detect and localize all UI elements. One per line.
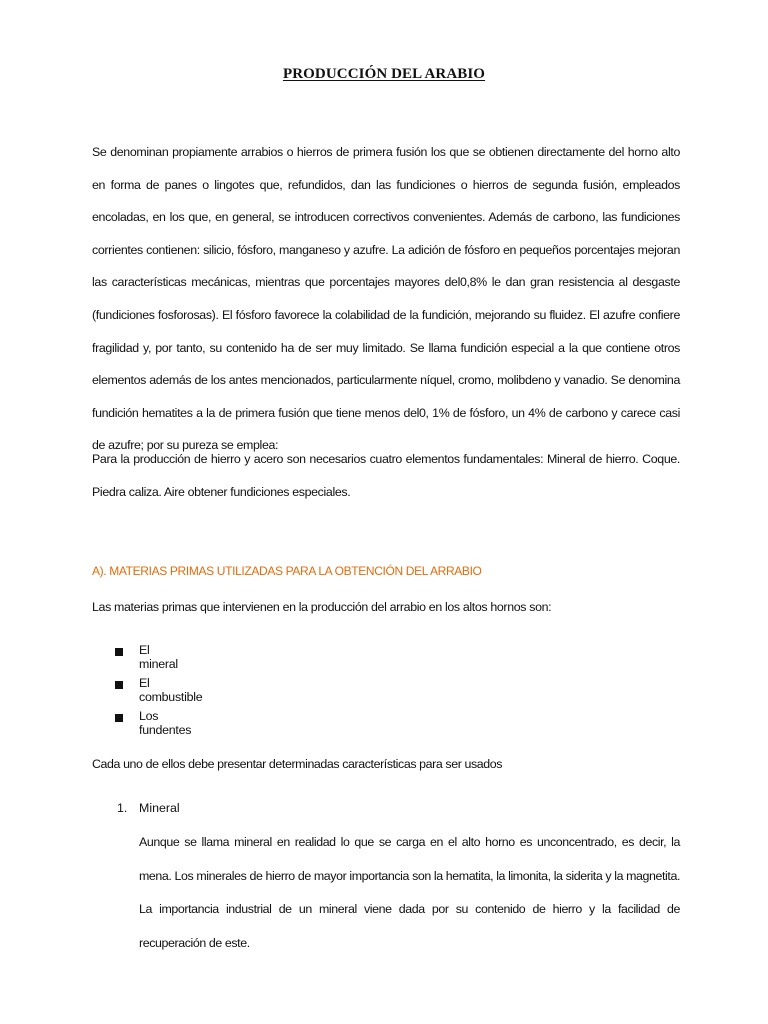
square-bullet-icon bbox=[115, 648, 123, 656]
list-item-label: El combustible bbox=[139, 676, 203, 704]
square-bullet-icon bbox=[115, 681, 123, 689]
mineral-paragraph: Aunque se llama mineral en realidad lo que se carga en el alto horno es unconcentrado, es decir, la mena. Los minerales de hierro de mayor importancia son la hematita, la limonita, la siderita y la magnetita. La importancia industrial de un mineral viene dada por su contenido de hierro y la facilidad de recuperación de este. bbox=[139, 835, 680, 950]
closing-line: Cada uno de ellos debe presentar determinadas características para ser usados bbox=[92, 757, 503, 771]
list-item-label: El mineral bbox=[139, 643, 178, 671]
list-item-label: Los fundentes bbox=[139, 709, 192, 737]
page-title-text: PRODUCCIÓN DEL ARABIO bbox=[282, 66, 486, 82]
section-heading: A). MATERIAS PRIMAS UTILIZADAS PARA LA OBTENCIÓN DEL ARRABIO bbox=[92, 564, 482, 578]
square-bullet-icon bbox=[115, 714, 123, 722]
paragraph-2: Para la producción de hierro y acero son necesarios cuatro elementos fundamentales: Mineral de hierro. Coque. Piedra caliza. Aire obtener fundiciones especiales. bbox=[92, 452, 680, 499]
numbered-item-marker: 1. bbox=[117, 801, 128, 815]
paragraph-1: Se denominan propiamente arrabios o hierros de primera fusión los que se obtienen directamente del horno alto en forma de panes o lingotes que, refundidos, dan las fundiciones o hierros de segunda fusión, empleados encoladas, en los que, en general, se introducen correctivos convenientes. Además de carbono, las fundiciones corrientes contienen: silicio, fósforo, manganeso y azufre. La adición de fósforo en pequeños porcentajes mejoran las características mecánicas, mientras que porcentajes mayores del0,8% le dan gran resistencia al desgaste (fundiciones fosforosas). El fósforo favorece la colabilidad de la fundición, mejorando su fluidez. El azufre confiere fragilidad y, por tanto, su contenido ha de ser muy limitado. Se llama fundición especial a la que contiene otros elementos además de los antes mencionados, particularmente níquel, cromo, molibdeno y vanadio. Se denomina fundición hematites a la de primera fusión que tiene menos del0, 1% de fósforo, un 4% de carbono y carece casi de azufre; por su pureza se emplea: bbox=[92, 145, 680, 453]
page-title bbox=[0, 66, 768, 83]
intro-line: Las materias primas que intervienen en la producción del arrabio en los altos hornos son: bbox=[92, 600, 552, 614]
numbered-item-label: Mineral bbox=[139, 801, 180, 815]
